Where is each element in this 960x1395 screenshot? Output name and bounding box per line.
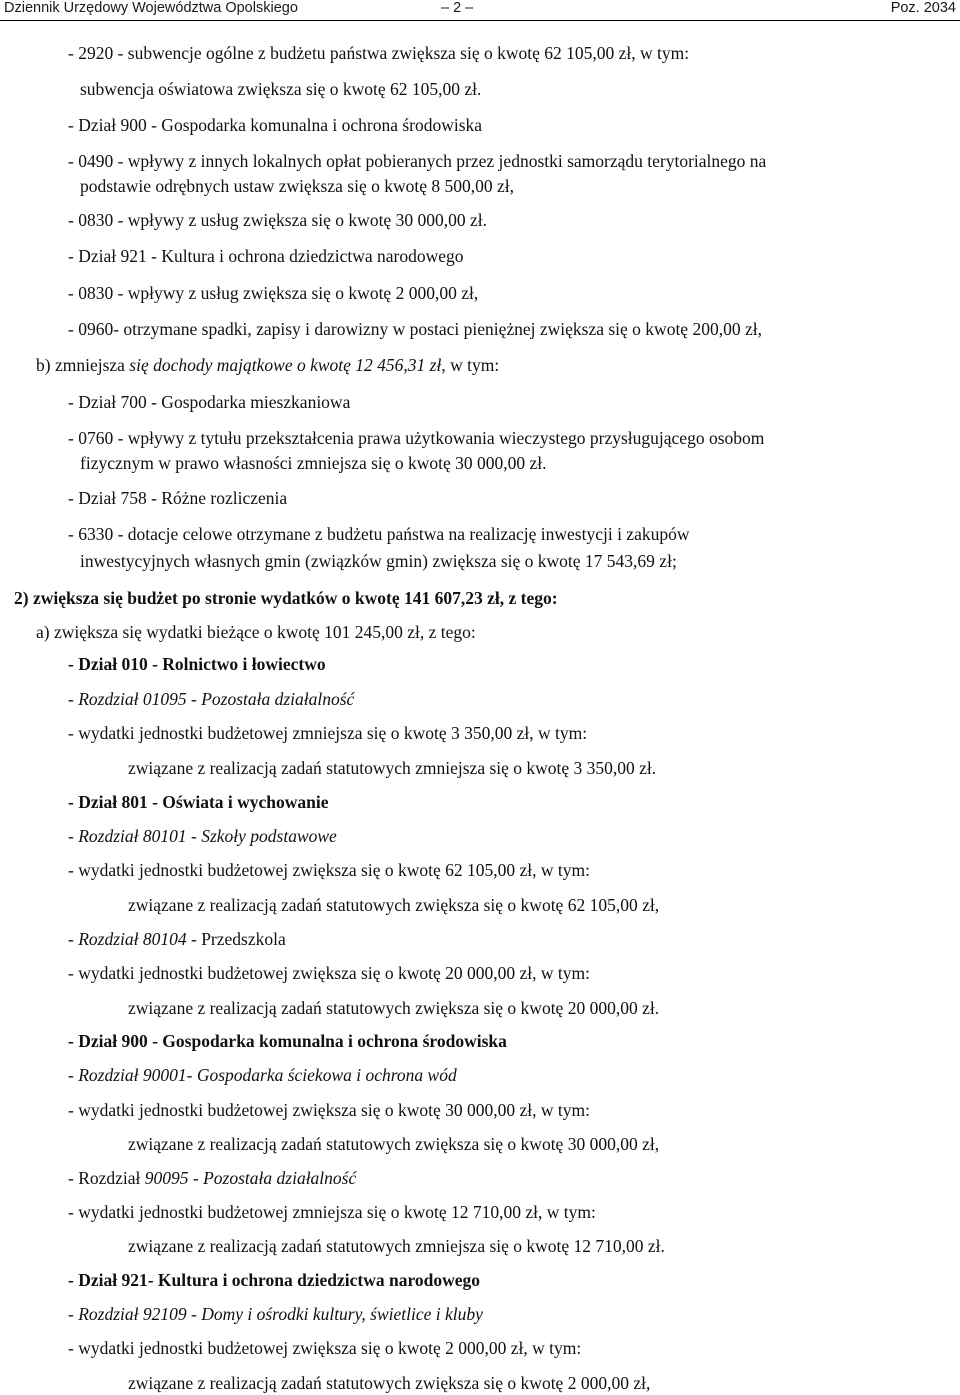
point-b-tail: , w tym: [441, 355, 500, 375]
section-dzial-700: - Dział 700 - Gospodarka mieszkaniowa [68, 392, 351, 412]
point-2-expenditure: 2) zwiększa się budżet po stronie wydatków o kwotę 141 607,23 zł, z tego: [14, 588, 558, 608]
expense-90095-detail: związane z realizacją zadań statutowych zmniejsza się o kwotę 12 710,00 zł. [128, 1236, 665, 1256]
rozdzial-90095-title: 90095 - Pozostała działalność [144, 1168, 357, 1188]
rozdzial-92109: - Rozdział 92109 - Domy i ośrodki kultury, świetlice i kluby [68, 1304, 483, 1324]
item-0760-cont: fizycznym w prawo własności zmniejsza się o kwotę 30 000,00 zł. [80, 453, 547, 473]
expense-90095: - wydatki jednostki budżetowej zmniejsza się o kwotę 12 710,00 zł, w tym: [68, 1202, 596, 1222]
point-a-current-expenditure: a) zwiększa się wydatki bieżące o kwotę 101 245,00 zł, z tego: [36, 622, 476, 642]
expense-92109-detail: związane z realizacją zadań statutowych zwiększa się o kwotę 2 000,00 zł, [128, 1373, 651, 1393]
item-2920-detail: subwencja oświatowa zwiększa się o kwotę 62 105,00 zł. [80, 79, 482, 99]
expense-92109: - wydatki jednostki budżetowej zwiększa się o kwotę 2 000,00 zł, w tym: [68, 1338, 582, 1358]
item-0760: - 0760 - wpływy z tytułu przekształcenia prawa użytkowania wieczystego przysługującego osobom [68, 428, 765, 448]
section-dzial-921-income: - Dział 921 - Kultura i ochrona dziedzictwa narodowego [68, 246, 464, 266]
item-0490: - 0490 - wpływy z innych lokalnych opłat pobieranych przez jednostki samorządu terytorialnego na [68, 151, 767, 171]
expense-01095-detail: związane z realizacją zadań statutowych zmniejsza się o kwotę 3 350,00 zł. [128, 758, 657, 778]
rozdzial-80104-title: - Przedszkola [186, 929, 286, 949]
point-b [36, 354, 499, 376]
expense-80101: - wydatki jednostki budżetowej zwiększa się o kwotę 62 105,00 zł, w tym: [68, 860, 590, 880]
rozdzial-80104-number: - Rozdział 80104 [68, 929, 187, 949]
point-b-lead: b) zmniejsza [36, 355, 130, 375]
expense-80104-detail: związane z realizacją zadań statutowych zwiększa się o kwotę 20 000,00 zł. [128, 998, 660, 1018]
expense-90001: - wydatki jednostki budżetowej zwiększa się o kwotę 30 000,00 zł, w tym: [68, 1100, 590, 1120]
rozdzial-90001: - Rozdział 90001- Gospodarka ściekowa i ochrona wód [68, 1065, 457, 1085]
page-header [0, 0, 960, 21]
item-2920: - 2920 - subwencje ogólne z budżetu państwa zwiększa się o kwotę 62 105,00 zł, w tym: [68, 43, 690, 63]
rozdzial-80101: - Rozdział 80101 - Szkoły podstawowe [68, 826, 337, 846]
point-b-italic: się dochody majątkowe o kwotę 12 456,31 zł [129, 355, 442, 375]
expense-80104: - wydatki jednostki budżetowej zwiększa się o kwotę 20 000,00 zł, w tym: [68, 963, 590, 983]
item-0830-a: - 0830 - wpływy z usług zwiększa się o kwotę 30 000,00 zł. [68, 210, 487, 230]
position-number: Poz. 2034 [890, 0, 956, 16]
item-6330: - 6330 - dotacje celowe otrzymane z budżetu państwa na realizację inwestycji i zakupów [68, 524, 690, 544]
section-dzial-010: - Dział 010 - Rolnictwo i łowiectwo [68, 654, 326, 674]
journal-title: Dziennik Urzędowy Województwa Opolskiego [4, 0, 298, 16]
expense-01095: - wydatki jednostki budżetowej zmniejsza się o kwotę 3 350,00 zł, w tym: [68, 723, 588, 743]
section-dzial-801: - Dział 801 - Oświata i wychowanie [68, 792, 329, 812]
page-number: – 2 – [441, 0, 474, 16]
header-rule [0, 20, 960, 21]
expense-80101-detail: związane z realizacją zadań statutowych zwiększa się o kwotę 62 105,00 zł, [128, 895, 660, 915]
rozdzial-90095-label: - Rozdział [68, 1168, 145, 1188]
section-dzial-921-expenditure: - Dział 921- Kultura i ochrona dziedzictwa narodowego [68, 1270, 481, 1290]
rozdzial-01095: - Rozdział 01095 - Pozostała działalność [68, 689, 355, 709]
rozdzial-80104 [68, 928, 286, 950]
item-6330-cont: inwestycyjnych własnych gmin (związków gmin) zwiększa się o kwotę 17 543,69 zł; [80, 551, 677, 571]
rozdzial-90095 [68, 1167, 356, 1189]
section-dzial-900-expenditure: - Dział 900 - Gospodarka komunalna i ochrona środowiska [68, 1031, 507, 1051]
expense-90001-detail: związane z realizacją zadań statutowych zwiększa się o kwotę 30 000,00 zł, [128, 1134, 660, 1154]
item-0490-cont: podstawie odrębnych ustaw zwiększa się o kwotę 8 500,00 zł, [80, 176, 514, 196]
item-0830-b: - 0830 - wpływy z usług zwiększa się o kwotę 2 000,00 zł, [68, 283, 479, 303]
item-0960: - 0960- otrzymane spadki, zapisy i darowizny w postaci pieniężnej zwiększa się o kwotę 200,00 zł, [68, 319, 762, 339]
section-dzial-758: - Dział 758 - Różne rozliczenia [68, 488, 288, 508]
section-dzial-900-income: - Dział 900 - Gospodarka komunalna i ochrona środowiska [68, 115, 483, 135]
